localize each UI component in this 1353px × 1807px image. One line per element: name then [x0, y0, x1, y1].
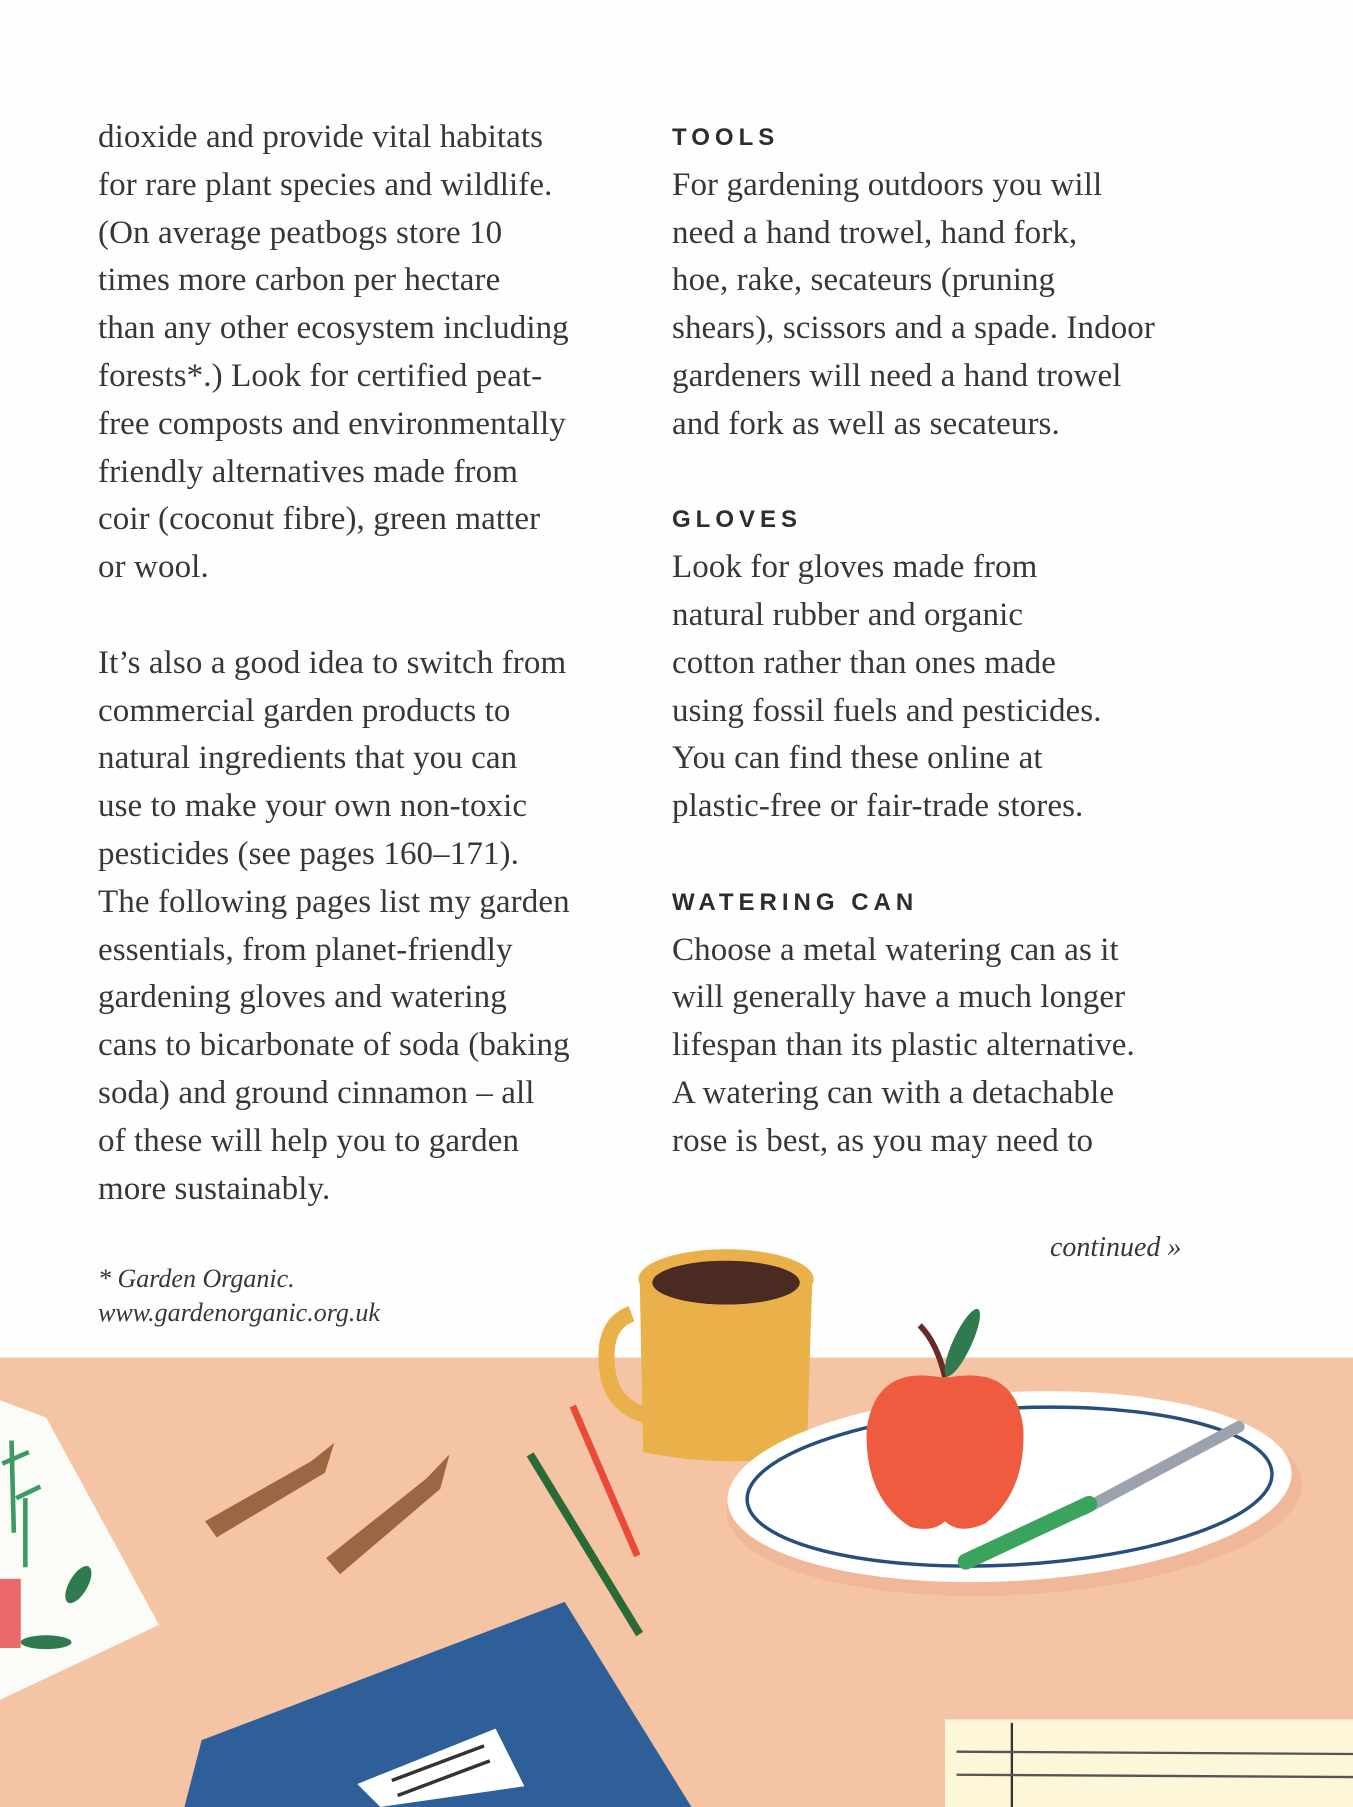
- text-line: (On average peatbogs store 10: [98, 214, 503, 251]
- right-column: [672, 114, 1232, 1166]
- footnote: [98, 1262, 380, 1330]
- text-line: shears), scissors and a spade. Indoor: [672, 310, 1155, 347]
- left-column: [98, 114, 658, 1213]
- text-line: plastic-free or fair-trade stores.: [672, 788, 1084, 825]
- text-line: For gardening outdoors you will: [672, 166, 1103, 203]
- section-heading: TOOLS: [672, 124, 780, 151]
- paragraph-natural-ingredients: [98, 640, 658, 1214]
- text-line: Choose a metal watering can as it: [672, 931, 1119, 968]
- text-line: pesticides (see pages 160–171).: [98, 835, 519, 872]
- text-line: You can find these online at: [672, 740, 1043, 777]
- text-line: rose is best, as you may need to: [672, 1122, 1094, 1159]
- footnote-source: * Garden Organic.: [98, 1264, 295, 1293]
- text-line: use to make your own non-toxic: [98, 788, 528, 825]
- text-line: cans to bicarbonate of soda (baking: [98, 1027, 570, 1064]
- text-line: coir (coconut fibre), green matter: [98, 501, 541, 538]
- text-line: cotton rather than ones made: [672, 644, 1056, 681]
- paragraph-peat: [98, 114, 658, 592]
- text-line: soda) and ground cinnamon – all: [98, 1074, 535, 1111]
- text-line: more sustainably.: [98, 1170, 331, 1207]
- text-line: Look for gloves made from: [672, 549, 1038, 586]
- text-line: The following pages list my garden: [98, 883, 570, 920]
- text-line: gardeners will need a hand trowel: [672, 357, 1122, 394]
- text-line: It’s also a good idea to switch from: [98, 644, 567, 681]
- text-line: commercial garden products to: [98, 692, 511, 729]
- text-line: dioxide and provide vital habitats: [98, 119, 544, 155]
- text-line: need a hand trowel, hand fork,: [672, 214, 1078, 251]
- section-gloves: [672, 496, 1232, 831]
- footnote-url: www.gardenorganic.org.uk: [98, 1298, 380, 1327]
- text-line: natural rubber and organic: [672, 596, 1024, 633]
- paper-illustration: [945, 1719, 1353, 1807]
- text-line: using fossil fuels and pesticides.: [672, 692, 1102, 729]
- text-line: natural ingredients that you can: [98, 740, 518, 777]
- text-line: A watering can with a detachable: [672, 1074, 1115, 1111]
- text-line: hoe, rake, secateurs (pruning: [672, 262, 1056, 299]
- text-line: for rare plant species and wildlife.: [98, 166, 553, 203]
- continued-label: continued »: [1050, 1232, 1182, 1263]
- text-line: or wool.: [98, 549, 209, 586]
- section-tools: [672, 114, 1232, 449]
- text-line: forests*.) Look for certified peat-: [98, 357, 543, 394]
- section-heading: WATERING CAN: [672, 888, 919, 916]
- text-line: and fork as well as secateurs.: [672, 405, 1060, 442]
- text-line: times more carbon per hectare: [98, 262, 501, 299]
- apple-illustration: [867, 1305, 1024, 1529]
- section-watering-can: [672, 879, 1232, 1166]
- text-line: lifespan than its plastic alternative.: [672, 1027, 1135, 1064]
- text-line: than any other ecosystem including: [98, 310, 569, 347]
- text-line: free composts and environmentally: [98, 405, 566, 442]
- section-heading: GLOVES: [672, 506, 803, 534]
- text-line: of these will help you to garden: [98, 1122, 520, 1159]
- text-line: will generally have a much longer: [672, 979, 1126, 1016]
- text-line: essentials, from planet-friendly: [98, 931, 513, 968]
- text-line: friendly alternatives made from: [98, 453, 519, 490]
- text-line: gardening gloves and watering: [98, 979, 507, 1016]
